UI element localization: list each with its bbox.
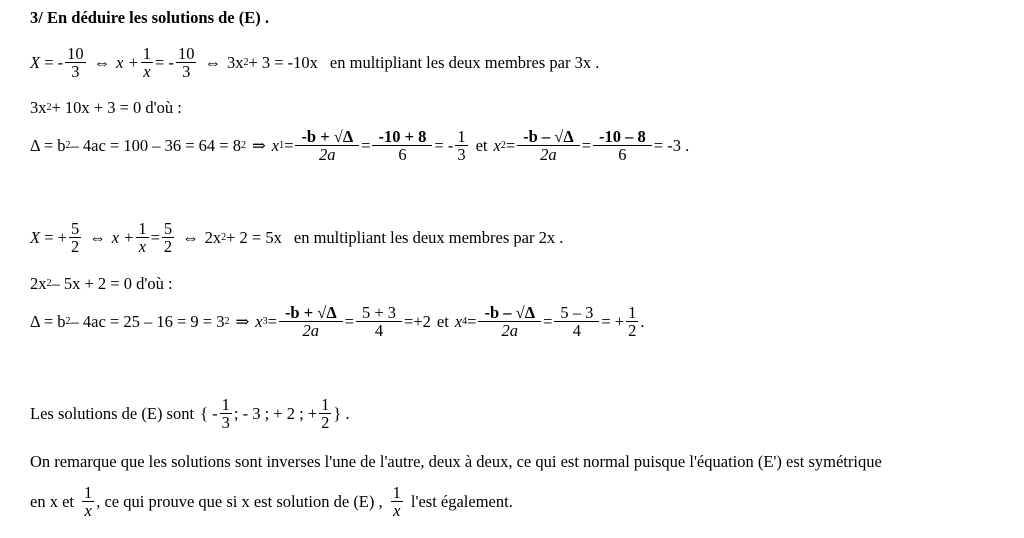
fraction: $\frac{5}{2}$ <box>70 219 80 257</box>
equation-line-5: 2x 2 – 5x + 2 = 0 d'où : <box>30 274 173 293</box>
fraction: $\frac{1}{x}$ <box>83 483 93 521</box>
fraction: $\frac{10}{3}$ <box>67 44 84 82</box>
fraction: $\frac{-10 + 8}{6}$ <box>372 128 432 164</box>
fraction: $\frac{-b + √\Delta}{2a}$ <box>279 304 343 340</box>
fraction: $\frac{5}{2}$ <box>163 219 173 257</box>
section-heading: 3/ En déduire les solutions de (E) . <box>30 8 269 27</box>
fraction: $\frac{5 + 3}{4}$ <box>356 304 402 340</box>
solutions-line: Les solutions de (E) sont { - $\frac{1}{3}$ ; - 3 ; + 2 ; + $\frac{1}{2}$ } . <box>30 395 350 433</box>
equation-line-4: X = + $\frac{5}{2}$ ⇔ x + $\frac{1}{x}$ = $\frac{5}{2}$ ⇔ 2x 2 + 2 = 5x en multipliant les deux membres par 2x . <box>30 219 564 257</box>
fraction: $\frac{1}{3}$ <box>221 395 230 433</box>
remark-line-1: On remarque que les solutions sont inverses l'une de l'autre, deux à deux, ce qui est normal puisque l'équation (E') est symétrique <box>30 452 882 471</box>
equation-line-3: Δ = b 2 – 4ac = 100 – 36 = 64 = 8 2 ⇒ x 1 = $\frac{-b + √\Delta}{2a}$ = $\frac{-10 + 8}{6}$ = - $\frac{1}{3}$ et x 2 = $\frac{-b - √\Delta}{2a}$ = $\frac{-10 - 8}{6}$ = -3 . <box>30 127 690 165</box>
fraction: $\frac{1}{x}$ <box>392 483 401 521</box>
remark-line-2: en x et $\frac{1}{x}$ , ce qui prouve que si x est solution de (E) , $\frac{1}{x}$ l'est également. <box>30 483 513 521</box>
fraction: $\frac{1}{2}$ <box>321 395 330 433</box>
fraction: $\frac{10}{3}$ <box>177 44 195 82</box>
fraction: $\frac{5 - 3}{4}$ <box>554 304 599 340</box>
fraction: $\frac{-b - √\Delta}{2a}$ <box>478 304 541 340</box>
fraction: $\frac{-b - √\Delta}{2a}$ <box>517 128 580 164</box>
fraction: $\frac{1}{3}$ <box>457 127 466 165</box>
equation-line-2: 3x 2 + 10x + 3 = 0 d'où : <box>30 98 182 117</box>
fraction: $\frac{1}{2}$ <box>628 303 637 341</box>
fraction: $\frac{-10 - 8}{6}$ <box>593 128 652 164</box>
fraction: $\frac{1}{x}$ <box>138 219 147 257</box>
equation-line-6: Δ = b 2 – 4ac = 25 – 16 = 9 = 3 2 ⇒ x 3 = $\frac{-b + √\Delta}{2a}$ = $\frac{5 + 3}{4}$ =+2 et x 4 = $\frac{-b - √\Delta}{2a}$ = $\frac{5 - 3}{4}$ = + $\frac{1}{2}$ . <box>30 303 645 341</box>
fraction: $\frac{-b + √\Delta}{2a}$ <box>295 128 359 164</box>
fraction: $\frac{1}{x}$ <box>142 44 151 82</box>
equation-line-1: X = - $\frac{10}{3}$ ⇔ x + $\frac{1}{x}$ = - $\frac{10}{3}$ ⇔ 3x 2 + 3 = -10x en multipliant les deux membres par 3x . <box>30 44 600 82</box>
